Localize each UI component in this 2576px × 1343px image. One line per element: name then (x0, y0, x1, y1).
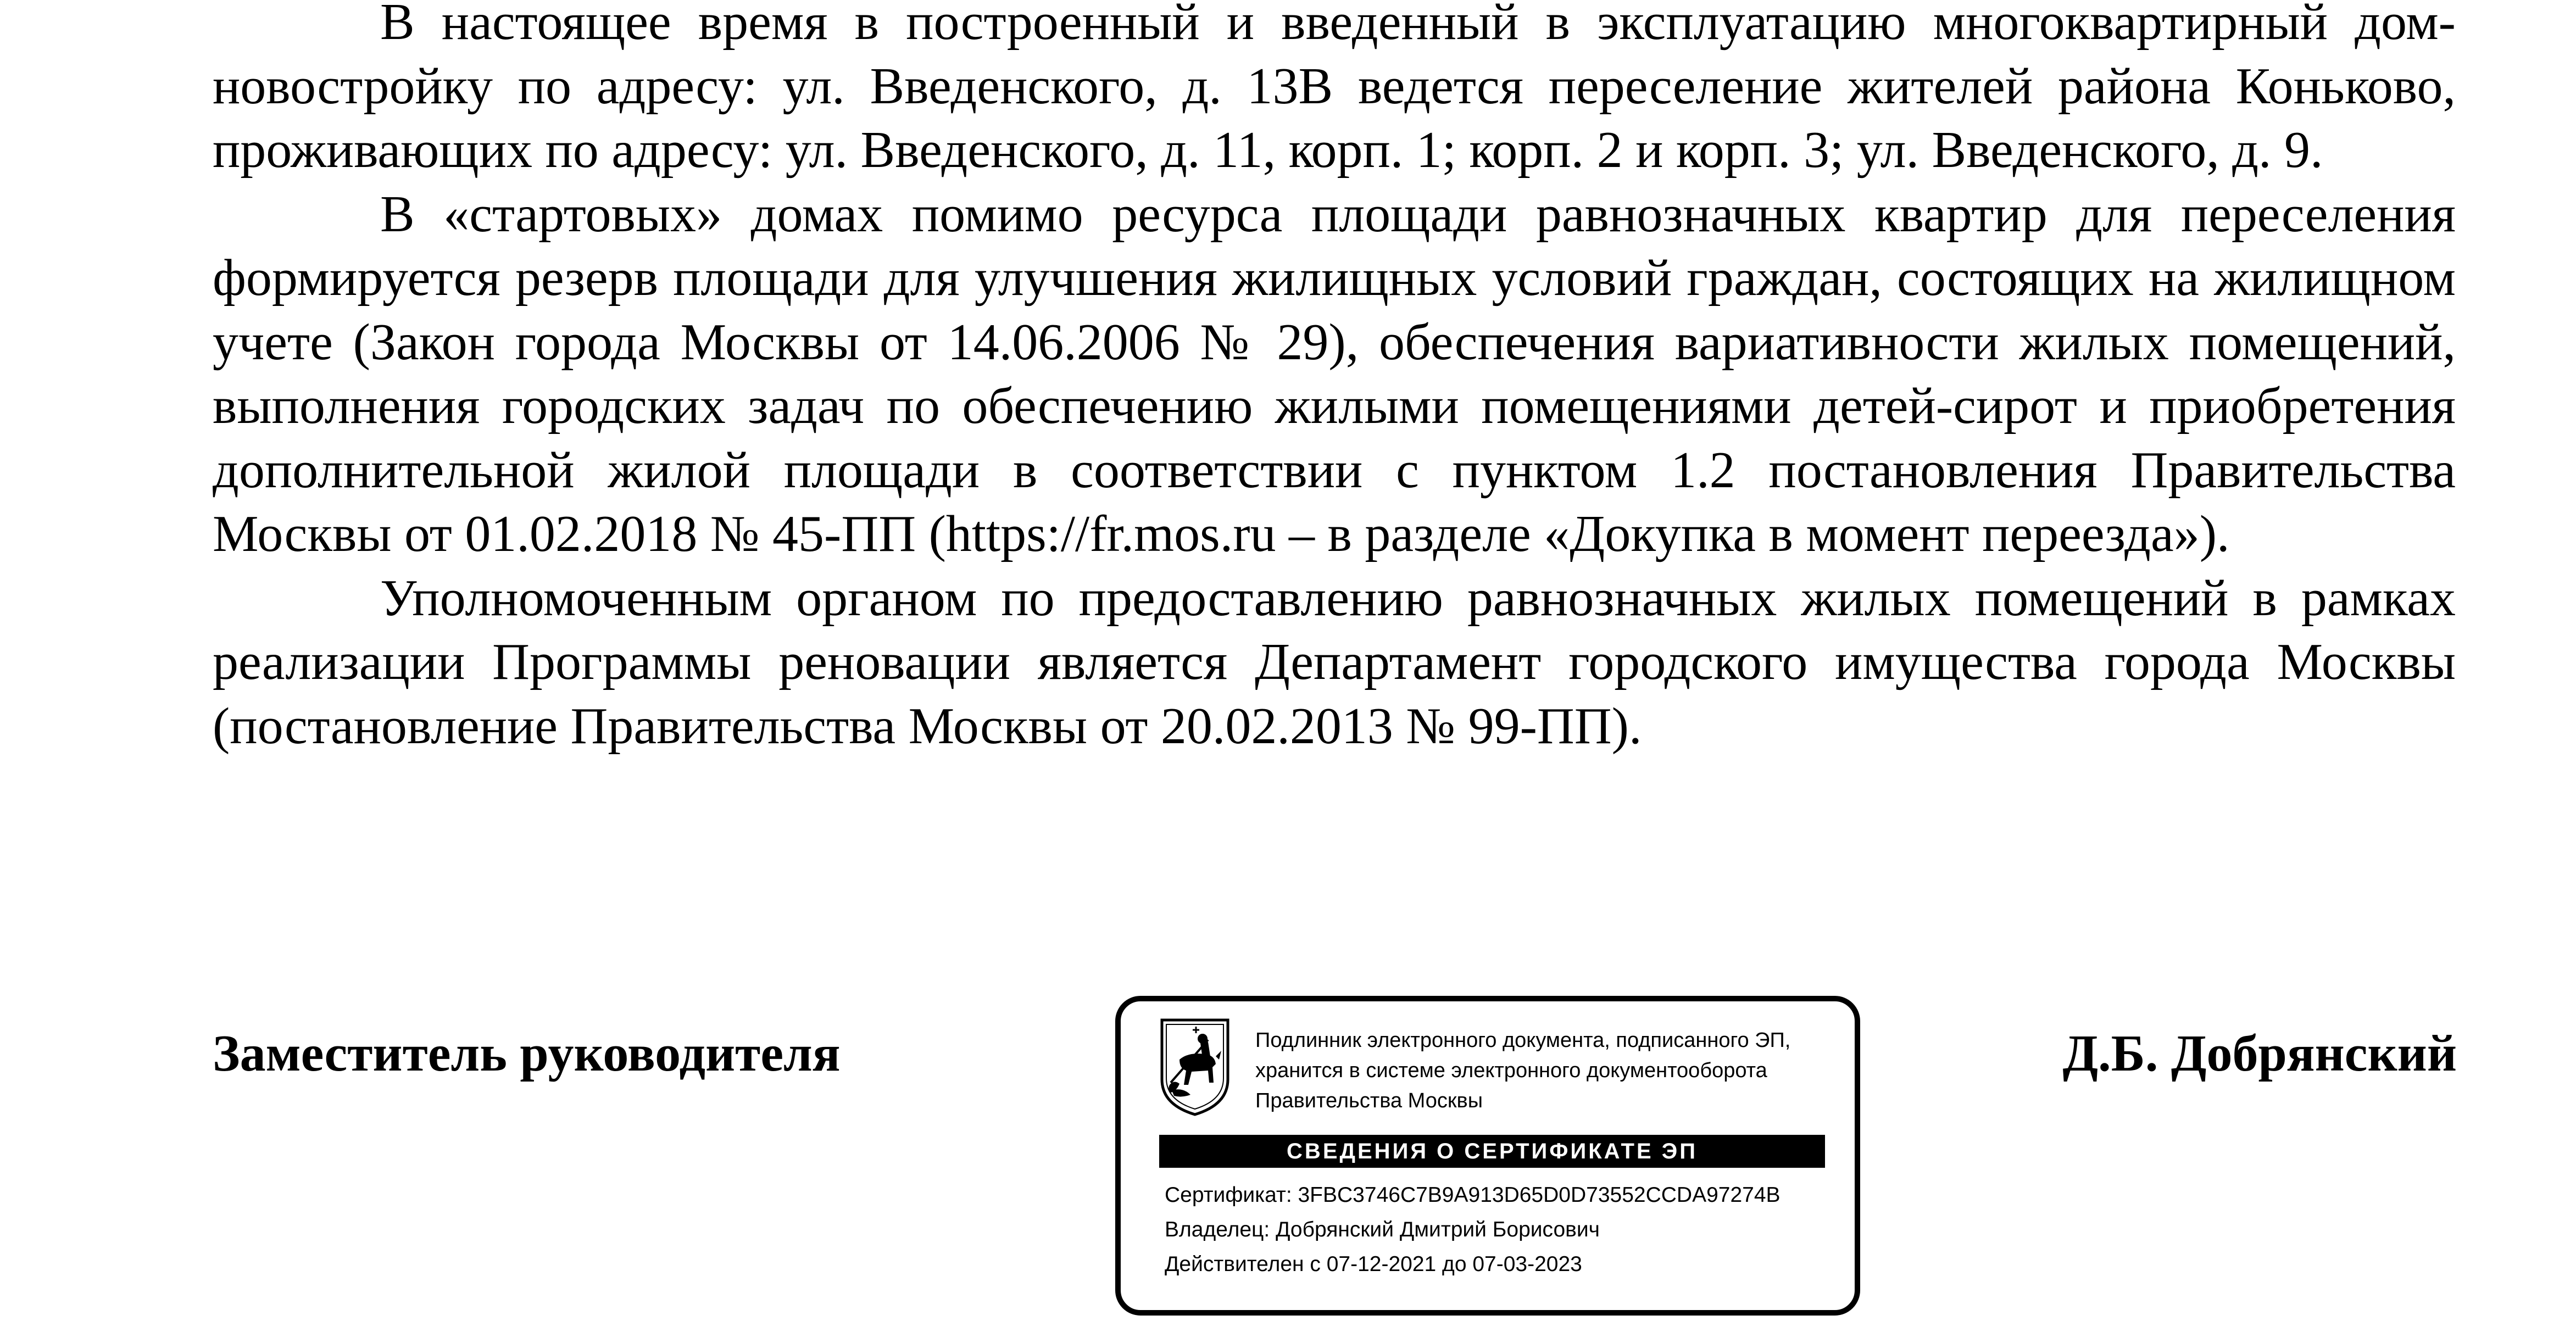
certificate-number: Сертификат: 3FBC3746C7B9A913D65D0D73552CCDA97274B (1165, 1183, 1781, 1207)
paragraph-starter-houses: В «стартовых» домах помимо ресурса площади равнозначных квартир для переселения формируется резерв площади для улучшения жилищных условий граждан, состоящих на жилищном учете (Закон города Москвы от 14.06.2006 № 29), обеспечения вариативности жилых помещений, выполнения городских задач по обеспечению жилыми помещениями детей-сирот и приобретения дополнительной жилой площади в соответствии с пунктом 1.2 постановления Правительства Москвы от 01.02.2018 № 45-ПП (https://fr.mos.ru – в разделе «Докупка в момент переезда»). (213, 185, 2456, 562)
stamp-header-line: хранится в системе электронного документооборота (1255, 1059, 1767, 1082)
stamp-header-text (1255, 1026, 1854, 1116)
signatory-title: Заместитель руководителя (213, 1025, 841, 1082)
stamp-header-line: Подлинник электронного документа, подписанного ЭП, (1255, 1029, 1791, 1052)
paragraph-resettlement: В настоящее время в построенный и введенный в эксплуатацию многоквартирный дом-новостройку по адресу: ул. Введенского, д. 13В ведется переселение жителей района Коньково, проживающих по адресу: ул. Введенского, д. 11, корп. 1; корп. 2 и корп. 3; ул. Введенского, д. 9. (213, 0, 2456, 179)
certificate-owner: Владелец: Добрянский Дмитрий Борисович (1165, 1218, 1600, 1241)
document-body (213, 0, 2456, 758)
stamp-header-line: Правительства Москвы (1255, 1089, 1483, 1112)
certificate-details (1165, 1178, 1860, 1281)
electronic-signature-stamp (1115, 996, 1860, 1316)
paragraph-authorized-body: Уполномоченным органом по предоставлению равнозначных жилых помещений в рамках реализации Программы реновации является Департамент городского имущества города Москвы (постановление Правительства Москвы от 20.02.2013 № 99-ПП). (213, 569, 2456, 755)
signatory-name: Д.Б. Добрянский (2062, 1025, 2457, 1082)
moscow-coat-of-arms-icon (1158, 1018, 1232, 1117)
certificate-validity: Действителен с 07-12-2021 до 07-03-2023 (1165, 1252, 1582, 1276)
certificate-info-band: СВЕДЕНИЯ О СЕРТИФИКАТЕ ЭП (1159, 1135, 1825, 1168)
